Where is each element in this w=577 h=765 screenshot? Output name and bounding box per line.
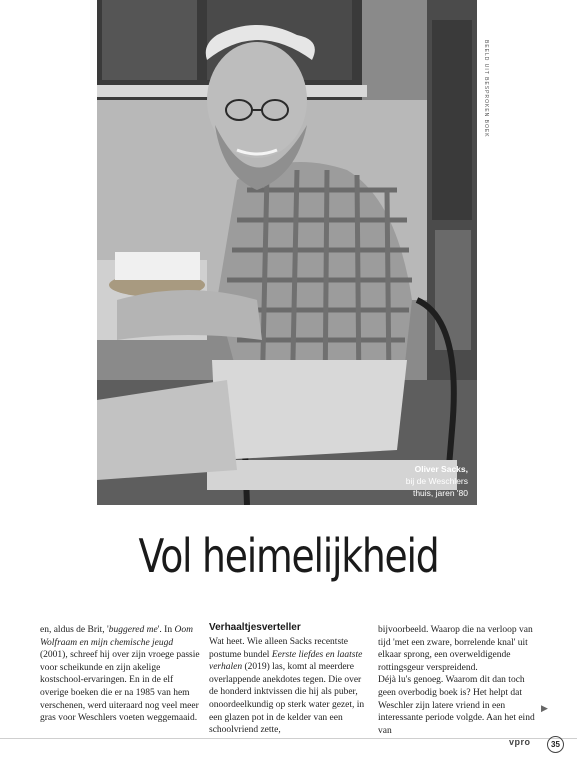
footer-divider bbox=[0, 738, 577, 739]
col2-text-1: Wat heet. Wie alleen Sacks recentste postume bundel bbox=[209, 637, 349, 660]
col1-text-2: '. In bbox=[157, 625, 175, 635]
page-number: 35 bbox=[547, 736, 564, 753]
caption-line-2: bij de Weschlers bbox=[405, 476, 468, 486]
article-photo bbox=[97, 0, 477, 505]
article-column-2 bbox=[209, 624, 369, 737]
caption-name: Oliver Sacks, bbox=[414, 464, 468, 474]
column-3-paragraph-2: Déjà lu's genoeg. Waarom dit dan toch geen overbodig boek is? Het helpt dat Weschler zijn latere vriend in een interessante periode volgde. Aan het eind van bbox=[378, 675, 535, 736]
photo-caption bbox=[358, 463, 468, 499]
continue-arrow-icon: ▶ bbox=[541, 704, 548, 714]
article-column-1 bbox=[40, 624, 200, 725]
col1-italic-1: buggered me bbox=[108, 625, 158, 635]
vpro-logo: vpro bbox=[509, 737, 531, 747]
article-headline: Vol heimelijkheid bbox=[138, 529, 439, 583]
photo-oliver-sacks-illustration bbox=[97, 0, 477, 505]
column-1-paragraph bbox=[40, 624, 200, 725]
col2-italic-1: Eerste liefdes en laatste verhalen bbox=[209, 649, 363, 673]
column-3-paragraph-1: bijvoorbeeld. Waarop die na verloop van tijd 'met een zware, borrelende knal' uit elkaar sprong, een overweldigende rottingsgeur verspreidend. bbox=[378, 625, 533, 673]
col2-text-2: (2019) las, komt al meerdere overlappende anekdotes tegen. Die over de honderd inktvissen die hij als puber, onoordeelkundig op sterk water gezet, in een glazen pot in de kelder van een schoolvriend zette, bbox=[209, 662, 365, 736]
caption-line-3: thuis, jaren '80 bbox=[412, 488, 468, 498]
photo-credit: BEELD UIT BESPROKEN BOEK bbox=[483, 40, 489, 138]
col1-italic-2: Oom Wolfraam en mijn chemische jeugd bbox=[40, 625, 193, 648]
article-column-3 bbox=[378, 624, 538, 737]
col1-text-1: en, aldus de Brit, ' bbox=[40, 625, 109, 635]
column-2-paragraph bbox=[209, 636, 369, 737]
section-subhead: Verhaaltjesverteller bbox=[209, 622, 301, 633]
col1-text-3: (2001), schreef hij over zijn vroege passie voor scheikunde en zijn akelige kostschool-ervaringen. En in de elf overige boeken die er na 1985 van hem verschenen, werd uiteraard nog veel meer gras voor Weschlers voeten weggemaaid. bbox=[40, 650, 200, 724]
